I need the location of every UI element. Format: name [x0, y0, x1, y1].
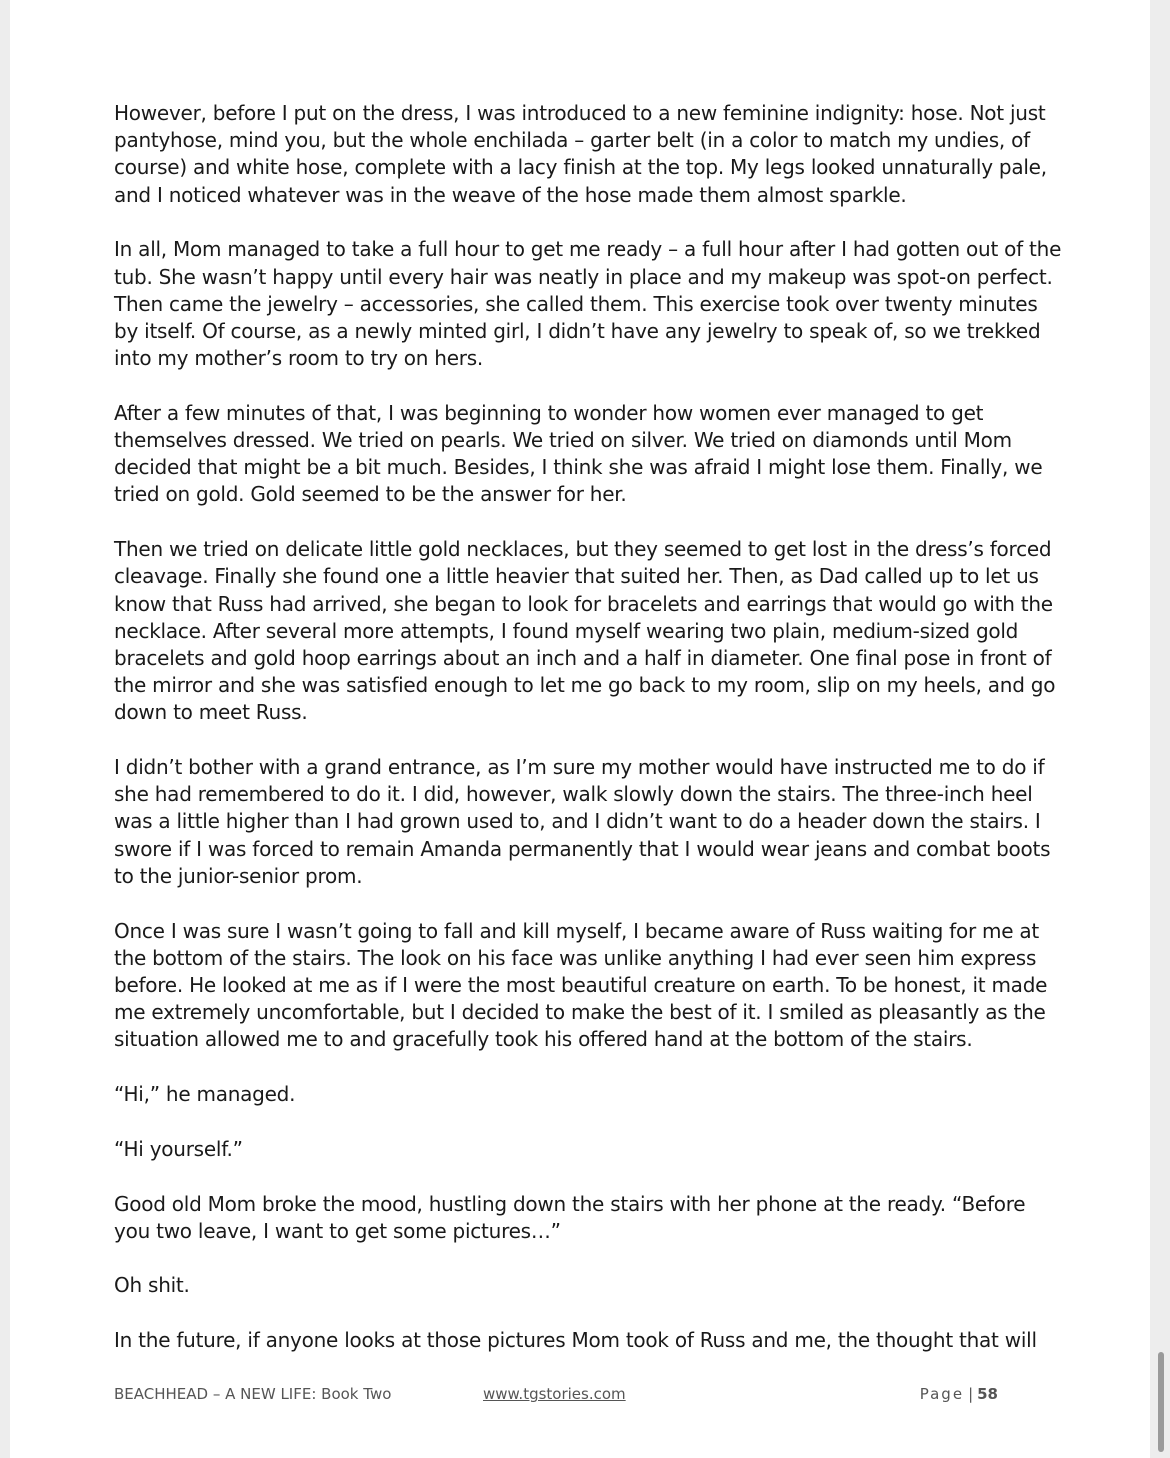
paragraph: Then we tried on delicate little gold necklaces, but they seemed to get lost in the dress’s forced cleavage. Finally she found one a little heavier that suited her. Then, as Dad called up to let us know that Russ had arrived, she began to look for bracelets and earrings that would go with the necklace. After several more attempts, I found myself wearing two plain, medium-sized gold bracelets and gold hoop earrings about an inch and a half in diameter. One final pose in front of the mirror and she was satisfied enough to let me go back to my room, slip on my heels, and go down to meet Russ. [114, 537, 1056, 725]
footer-book-title: BEACHHEAD – A NEW LIFE: Book Two [114, 1385, 392, 1403]
footer-website-link[interactable]: www.tgstories.com [483, 1385, 626, 1403]
page-separator: | [968, 1385, 974, 1403]
page-label: Page [919, 1385, 965, 1403]
paragraph: In all, Mom managed to take a full hour to get me ready – a full hour after I had gotten out of the tub. She wasn’t happy until every hair was neatly in place and my makeup was spot-on perfect. Then came the jewelry – accessories, she called them. This exercise took over twenty minutes by itself. Of course, as a newly minted girl, I didn’t have any jewelry to speak of, so we trekked into my mother’s room to try on hers. [114, 237, 1062, 371]
document-page [10, 0, 1150, 1458]
paragraph: Oh shit. [114, 1273, 190, 1298]
paragraph: “Hi yourself.” [114, 1136, 243, 1161]
page-footer [114, 1385, 1014, 1407]
vertical-scrollbar[interactable] [1158, 1352, 1164, 1452]
footer-page-indicator [920, 1385, 998, 1403]
paragraph: In the future, if anyone looks at those pictures Mom took of Russ and me, the thought that will [114, 1328, 1037, 1353]
page-body [114, 100, 1064, 1382]
paragraph: After a few minutes of that, I was beginning to wonder how women ever managed to get themselves dressed. We tried on pearls. We tried on silver. We tried on diamonds until Mom decided that might be a bit much. Besides, I think she was afraid I might lose them. Finally, we tried on gold. Gold seemed to be the answer for her. [114, 400, 1043, 507]
page-number: 58 [977, 1385, 998, 1403]
paragraph: However, before I put on the dress, I was introduced to a new feminine indignity: hose. Not just pantyhose, mind you, but the whole enchilada – garter belt (in a color to match my undies, of course) and white hose, complete with a lacy finish at the top. My legs looked unnaturally pale, and I noticed whatever was in the weave of the hose made them almost sparkle. [114, 101, 1047, 207]
paragraph: “Hi,” he managed. [114, 1082, 296, 1107]
paragraph: Once I was sure I wasn’t going to fall and kill myself, I became aware of Russ waiting for me at the bottom of the stairs. The look on his face was unlike anything I had ever seen him express before. He looked at me as if I were the most beautiful creature on earth. To be honest, it made me extremely uncomfortable, but I decided to make the best of it. I smiled as pleasantly as the situation allowed me to and gracefully took his offered hand at the bottom of the stairs. [114, 918, 1048, 1052]
paragraph: Good old Mom broke the mood, hustling down the stairs with her phone at the ready. “Before you two leave, I want to get some pictures…” [114, 1191, 1026, 1243]
paragraph: I didn’t bother with a grand entrance, as I’m sure my mother would have instructed me to do if she had remembered to do it. I did, however, walk slowly down the stairs. The three-inch heel was a little higher than I had grown used to, and I didn’t want to do a header down the stairs. I swore if I was forced to remain Amanda permanently that I would wear jeans and combat boots to the junior-senior prom. [114, 755, 1051, 888]
